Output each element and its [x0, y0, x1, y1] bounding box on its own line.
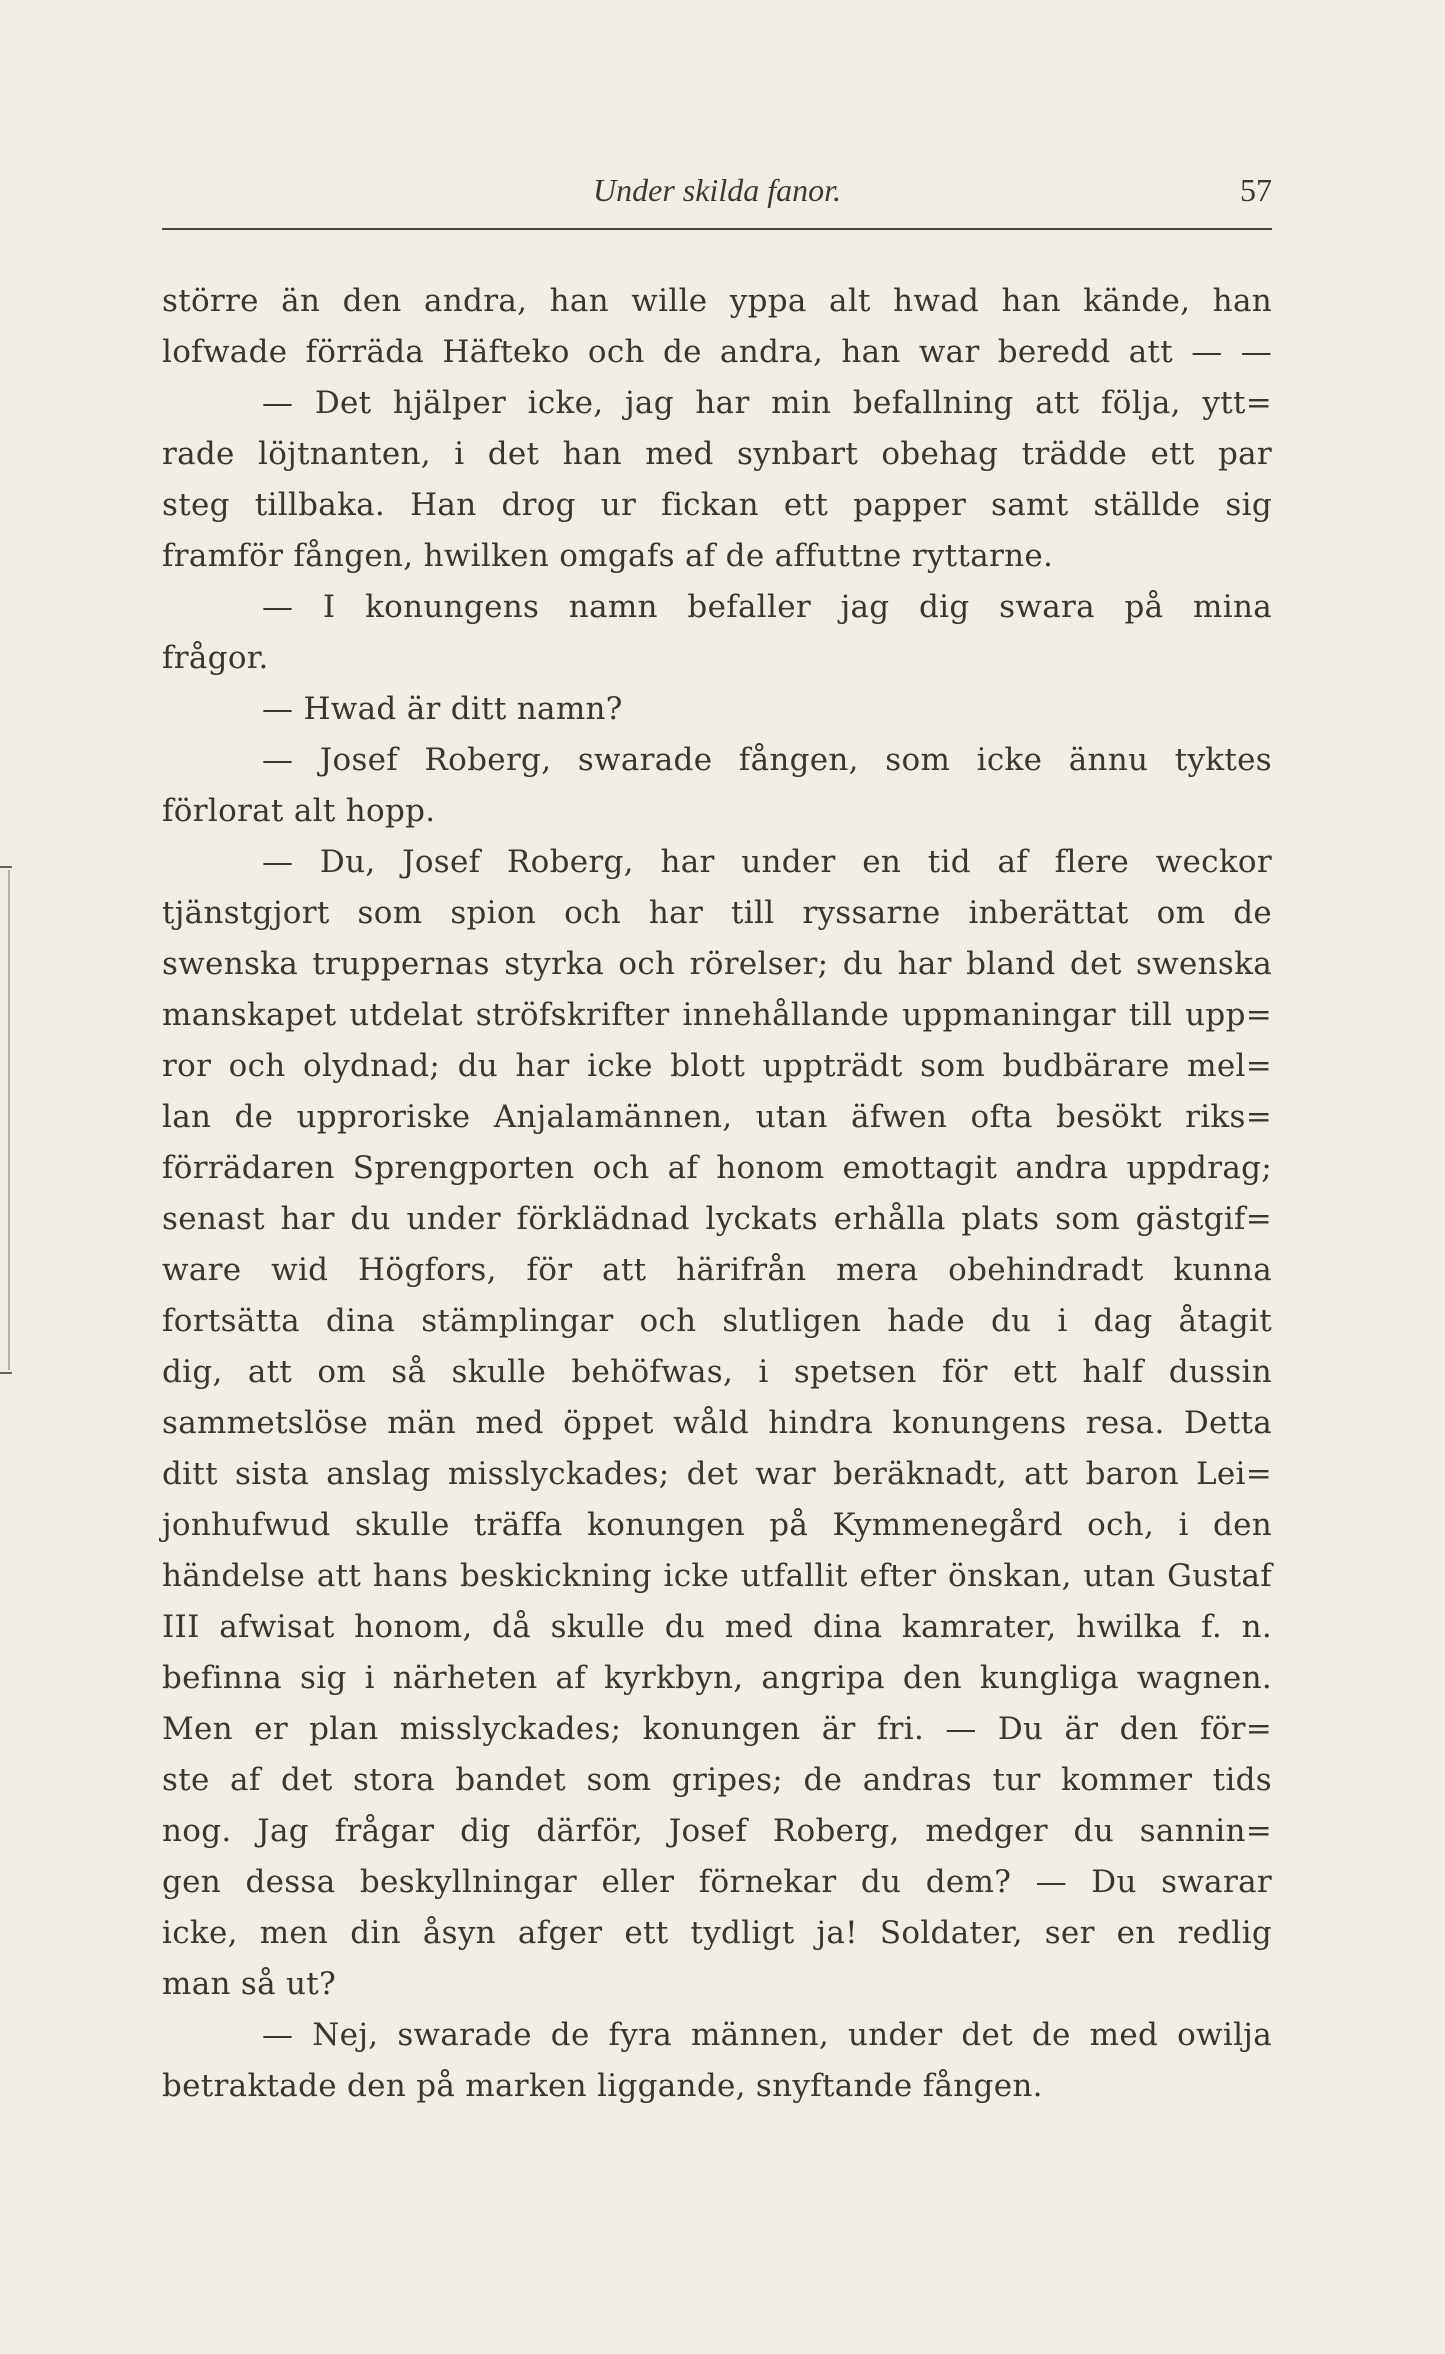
text-line: befinna sig i närheten af kyrkbyn, angripa den kungliga wagnen. — [162, 1660, 1272, 1696]
text-line: förrädaren Sprengporten och af honom emottagit andra uppdrag; — [162, 1150, 1272, 1186]
text-line: senast har du under förklädnad lyckats erhålla plats som gästgif= — [162, 1201, 1272, 1237]
text-line: rade löjtnanten, i det han med synbart obehag trädde ett par — [162, 436, 1272, 472]
text-line: jonhufwud skulle träffa konungen på Kymmenegård och, i den — [162, 1507, 1272, 1543]
text-line: steg tillbaka. Han drog ur fickan ett papper samt ställde sig — [162, 487, 1272, 523]
margin-line — [8, 870, 10, 1370]
text-line: — I konungens namn befaller jag dig swara på mina — [262, 589, 1272, 625]
running-head — [162, 172, 1272, 222]
body-text — [162, 276, 1272, 2112]
margin-tick — [0, 866, 12, 868]
running-title: Under skilda fanor. — [593, 172, 841, 208]
text-line: ste af det stora bandet som gripes; de andras tur kommer tids — [162, 1762, 1272, 1798]
text-line: nog. Jag frågar dig därför, Josef Roberg, medger du sannin= — [162, 1813, 1272, 1849]
page-number: 57 — [1240, 172, 1272, 208]
text-line: manskapet utdelat ströfskrifter innehållande uppmaningar till upp= — [162, 997, 1272, 1033]
header-rule — [162, 228, 1272, 230]
text-line: III afwisat honom, då skulle du med dina kamrater, hwilka f. n. — [162, 1609, 1272, 1645]
text-line: man så ut? — [162, 1966, 336, 2002]
text-line: lan de upproriske Anjalamännen, utan äfwen ofta besökt riks= — [162, 1099, 1272, 1135]
text-line: swenska truppernas styrka och rörelser; du har bland det swenska — [162, 946, 1272, 982]
text-line: händelse att hans beskickning icke utfallit efter önskan, utan Gustaf — [162, 1558, 1272, 1594]
text-line: förlorat alt hopp. — [162, 793, 436, 829]
text-line: — Du, Josef Roberg, har under en tid af flere weckor — [262, 844, 1272, 880]
text-line: ware wid Högfors, för att härifrån mera obehindradt kunna — [162, 1252, 1272, 1288]
text-line: lofwade förräda Häfteko och de andra, han war beredd att — — — [162, 334, 1272, 370]
text-line: ror och olydnad; du har icke blott uppträdt som budbärare mel= — [162, 1048, 1272, 1084]
text-line: gen dessa beskyllningar eller förnekar du dem? — Du swarar — [162, 1864, 1272, 1900]
text-line: betraktade den på marken liggande, snyftande fången. — [162, 2068, 1043, 2104]
text-line: ditt sista anslag misslyckades; det war beräknadt, att baron Lei= — [162, 1456, 1272, 1492]
text-line: icke, men din åsyn afger ett tydligt ja! Soldater, ser en redlig — [162, 1915, 1272, 1951]
text-line: — Hwad är ditt namn? — [262, 691, 623, 727]
text-line: — Josef Roberg, swarade fången, som icke ännu tyktes — [262, 742, 1272, 778]
text-line: frågor. — [162, 640, 269, 676]
text-line: framför fången, hwilken omgafs af de affuttne ryttarne. — [162, 538, 1054, 574]
text-line: tjänstgjort som spion och har till ryssarne inberättat om de — [162, 895, 1272, 931]
text-line: fortsätta dina stämplingar och slutligen hade du i dag åtagit — [162, 1303, 1272, 1339]
text-line: Men er plan misslyckades; konungen är fri. — Du är den för= — [162, 1711, 1272, 1747]
text-line: större än den andra, han wille yppa alt hwad han kände, han — [162, 283, 1272, 319]
text-line: — Det hjälper icke, jag har min befallning att följa, ytt= — [262, 385, 1272, 421]
text-line: dig, att om så skulle behöfwas, i spetsen för ett half dussin — [162, 1354, 1272, 1390]
margin-tick — [0, 1372, 12, 1374]
text-line: — Nej, swarade de fyra männen, under det de med owilja — [262, 2017, 1272, 2053]
text-line: sammetslöse män med öppet wåld hindra konungens resa. Detta — [162, 1405, 1272, 1441]
